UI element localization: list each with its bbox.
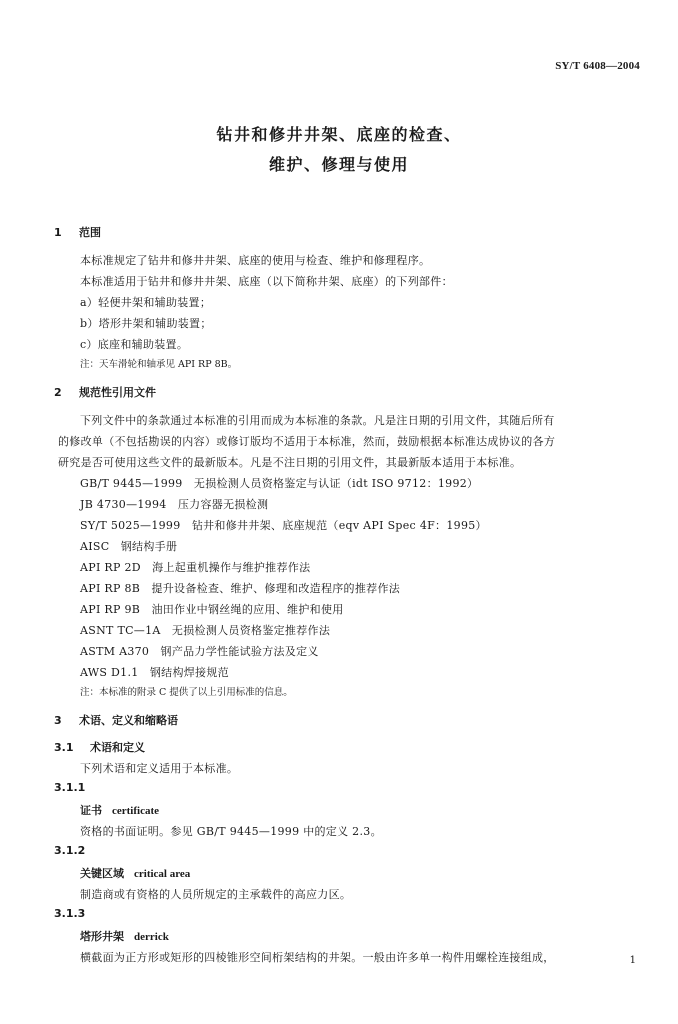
term-3-1-3-number: 3.1.3 <box>54 907 86 920</box>
term-zh: 塔形井架 <box>80 930 124 943</box>
reference-item: ASTM A370 钢产品力学性能试验方法及定义 <box>80 645 319 658</box>
section-number: 2 <box>54 386 62 399</box>
section-3-heading <box>54 712 178 728</box>
scope-paragraph-2: 本标准适用于钻井和修井井架、底座（以下简称井架、底座）的下列部件： <box>80 275 453 288</box>
normative-paragraph-line-3: 研究是否可使用这些文件的最新版本。凡是不注日期的引用文件，其最新版本适用于本标准。 <box>58 456 522 469</box>
subsection-3-1-heading <box>54 739 145 755</box>
standard-number: SY/T 6408—2004 <box>555 60 640 72</box>
scope-paragraph-1: 本标准规定了钻井和修井井架、底座的使用与检查、维护和修理程序。 <box>80 254 431 267</box>
section-1-heading <box>54 224 101 240</box>
term-zh: 关键区域 <box>80 867 124 880</box>
section-number: 3 <box>54 714 62 727</box>
subsection-title: 术语和定义 <box>90 741 145 754</box>
section-number: 1 <box>54 226 62 239</box>
reference-item: ASNT TC—1A 无损检测人员资格鉴定推荐作法 <box>80 624 331 637</box>
term-critical-area <box>80 865 190 881</box>
document-title-line-1: 钻井和修井井架、底座的检查、 <box>216 125 462 144</box>
section-title: 规范性引用文件 <box>79 386 156 399</box>
normative-paragraph-line-2: 的修改单（不包括勘误的内容）或修订版均不适用于本标准，然而，鼓励根据本标准达成协议的各方 <box>58 435 556 448</box>
terms-intro: 下列术语和定义适用于本标准。 <box>80 762 239 775</box>
scope-item-c: c）底座和辅助装置。 <box>80 338 189 351</box>
reference-item: JB 4730—1994 压力容器无损检测 <box>80 498 269 511</box>
scope-item-b: b）塔形井架和辅助装置； <box>80 317 212 330</box>
term-en: critical area <box>134 868 191 880</box>
reference-item: AISC 钢结构手册 <box>80 540 178 553</box>
reference-item: GB/T 9445—1999 无损检测人员资格鉴定与认证（idt ISO 9712：1992） <box>80 477 479 490</box>
section-title: 范围 <box>79 226 101 239</box>
term-3-1-1-number: 3.1.1 <box>54 781 86 794</box>
term-3-1-2-number: 3.1.2 <box>54 844 86 857</box>
page-number: 1 <box>629 955 636 966</box>
term-definition: 横截面为正方形或矩形的四棱锥形空间桁架结构的井架。一般由许多单一构件用螺栓连接组成， <box>80 951 555 964</box>
reference-item: AWS D1.1 钢结构焊接规范 <box>80 666 229 679</box>
section-2-heading <box>54 384 156 400</box>
term-en: derrick <box>134 931 169 943</box>
term-en: certificate <box>112 805 160 817</box>
references-note: 注：本标准的附录 C 提供了以上引用标准的信息。 <box>80 687 293 698</box>
normative-paragraph-line-1: 下列文件中的条款通过本标准的引用而成为本标准的条款。凡是注日期的引用文件，其随后所有 <box>80 414 555 427</box>
term-derrick <box>80 928 169 944</box>
term-definition: 资格的书面证明。参见 GB/T 9445—1999 中的定义 2.3。 <box>80 825 382 838</box>
term-definition: 制造商或有资格的人员所规定的主承载件的高应力区。 <box>80 888 352 901</box>
term-certificate <box>80 802 159 818</box>
reference-item: SY/T 5025—1999 钻井和修井井架、底座规范（eqv API Spec 4F：1995） <box>80 519 487 532</box>
reference-item: API RP 2D 海上起重机操作与维护推荐作法 <box>80 561 311 574</box>
term-zh: 证书 <box>80 804 102 817</box>
scope-note: 注：天车滑轮和轴承见 API RP 8B。 <box>80 359 238 370</box>
reference-item: API RP 8B 提升设备检查、维护、修理和改造程序的推荐作法 <box>80 582 401 595</box>
document-title-line-2: 维护、修理与使用 <box>268 155 409 174</box>
scope-item-a: a）轻便井架和辅助装置； <box>80 296 212 309</box>
section-title: 术语、定义和缩略语 <box>79 714 178 727</box>
reference-item: API RP 9B 油田作业中钢丝绳的应用、维护和使用 <box>80 603 344 616</box>
subsection-number: 3.1 <box>54 741 74 754</box>
